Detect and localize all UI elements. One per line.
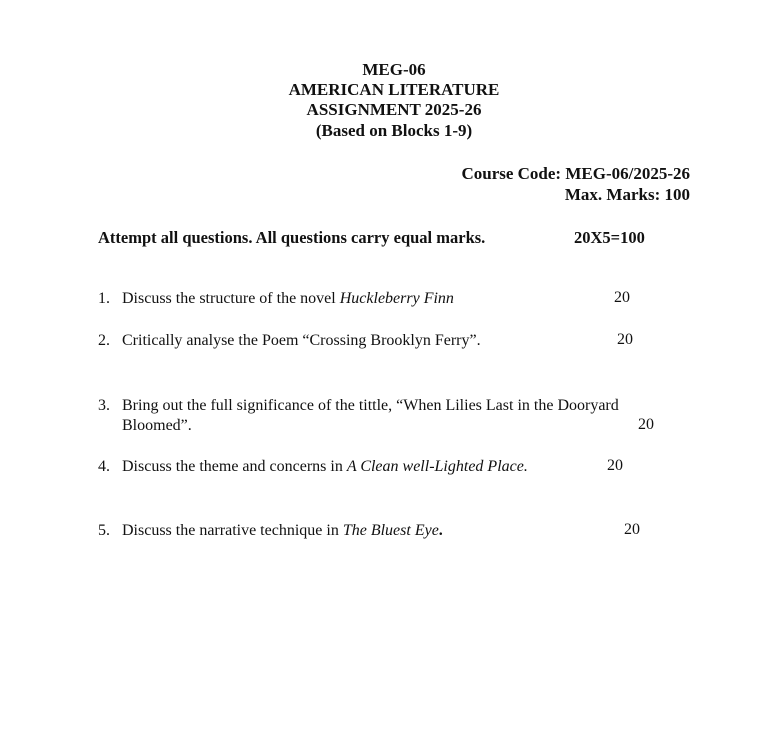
question-text-line-1: Bring out the full significance of the tittle, “When Lilies Last in the Dooryard (122, 397, 619, 414)
question-marks: 20 (614, 289, 630, 306)
work-title: A Clean well-Lighted Place. (346, 458, 528, 475)
question-text: Discuss the theme and concerns in A Clean well-Lighted Place. (122, 458, 528, 475)
question-text-line-2: Bloomed”. (122, 417, 192, 434)
max-marks-line: Max. Marks: 100 (564, 185, 690, 204)
question-number: 1. (98, 290, 110, 307)
question-marks: 20 (617, 331, 633, 348)
question-text: Discuss the structure of the novel Huckleberry Finn (122, 290, 454, 307)
assignment-heading: ASSIGNMENT 2025-26 (306, 100, 482, 119)
work-title: Huckleberry Finn (339, 290, 454, 307)
course-code-line: Course Code: MEG-06/2025-26 (461, 164, 690, 183)
blocks-heading: (Based on Blocks 1-9) (315, 121, 473, 140)
question-marks: 20 (638, 416, 654, 433)
course-code-heading: MEG-06 (362, 60, 426, 79)
question-marks: 20 (607, 457, 623, 474)
question-number: 3. (98, 397, 110, 414)
marks-scheme: 20X5=100 (574, 228, 645, 247)
question-text: Discuss the narrative technique in The Bluest Eye. (122, 522, 443, 539)
question-number: 5. (98, 522, 110, 539)
instructions-text: Attempt all questions. All questions carry equal marks. (98, 228, 486, 247)
subject-heading: AMERICAN LITERATURE (288, 80, 500, 99)
question-number: 2. (98, 332, 110, 349)
work-title: The Bluest Eye (342, 522, 439, 539)
question-number: 4. (98, 458, 110, 475)
question-text: Critically analyse the Poem “Crossing Brooklyn Ferry”. (122, 332, 481, 349)
question-marks: 20 (624, 521, 640, 538)
